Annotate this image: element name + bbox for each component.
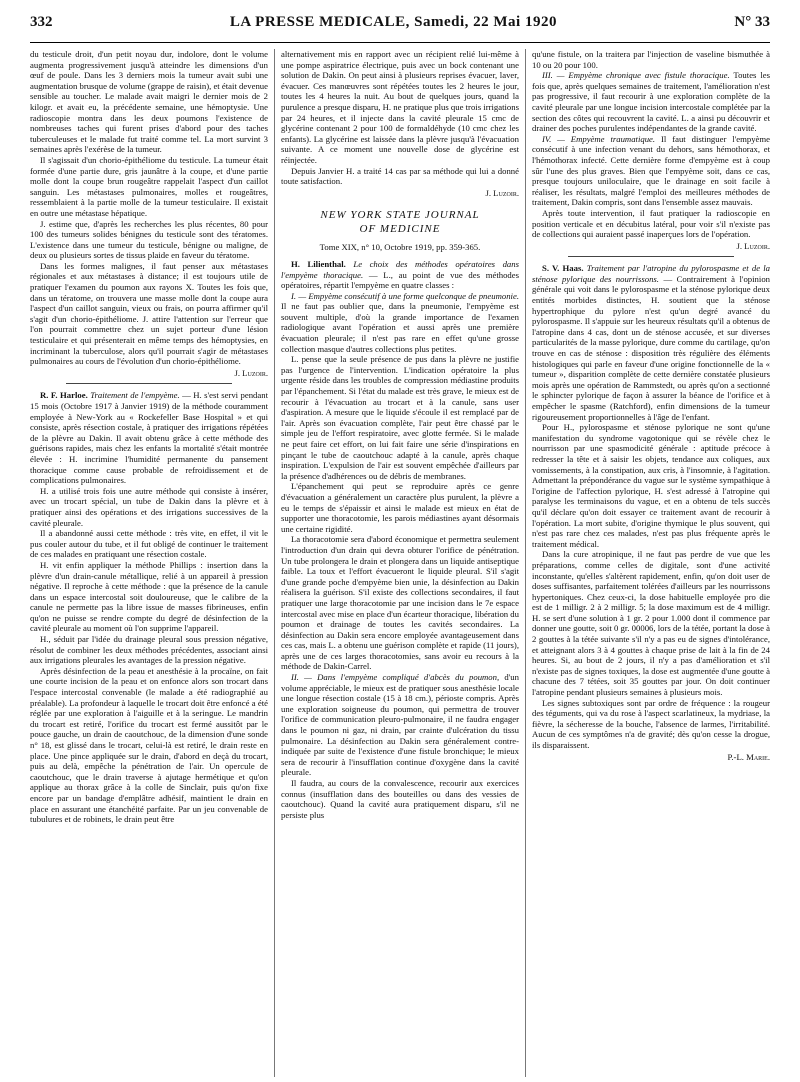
article-lilienthal [281,259,519,291]
publication-title: LA PRESSE MEDICALE, Samedi, 22 Mai 1920 [229,14,557,30]
paragraph: Les signes subtoxiques sont par ordre de fréquence : la rougeur des téguments, qui va du rose à l'aspect scarlatineux, la mydriase, la fièvre, la sécheresse de la bouche, l'absence de larmes, l'irritabilité. Aucun de ces symptômes n'a de gravité; dès qu'on cesse la drogue, ils disparaissent. [532,697,770,750]
paragraph-text: Toutes les fois que, après quelques semaines de traitement, l'amélioration n'est pas progressive, il faut recourir à une exploration complète de la cavité pleurale par une longue incision intercostale complétée par la section des côtes qui recouvrent la cavité. L. a ainsi pu découvrir et drainer des poches purulentes indépendantes de la grande cavité. [532,70,770,134]
signature: P.-L. Marie. [727,751,770,762]
journal-title-line-2: OF MEDICINE [359,223,441,236]
section-lead: III. — Empyème chronique avec fistule thoracique. [542,70,730,81]
paragraph: L. pense que la seule présence de pus dans la plèvre ne justifie pas l'urgence de l'intervention. L'indication opératoire la plus urgente réside dans les troubles de compression médiastine produits par l'épanchement. Si l'état du malade est très grave, le mieux est de recourir à l'évacuation au trocart et à la canule, sans user d'aspiration. A mesure que le liquide s'écoule il est remplacé par de l'air. Après son évacuation complète, l'air peut être chassé par le simple jeu de l'effort respiratoire, avec glotte fermée. Si le malade ne peut faire cet effort, on lui fait faire une série d'inspirations en pinçant le tube de caoutchouc adapté à la canule, après chaque inspiration. L'expulsion de l'air est souvent empêchée d'ailleurs par la présence d'adhérences ou de débris de membranes. [281,354,519,481]
column-divider [274,49,275,1077]
journal-heading [281,208,519,236]
paragraph: H. a utilisé trois fois une autre méthode qui consiste à insérer, avec un trocart spécial, un tube de Dakin dans la plèvre et à pratiquer ainsi des opérations et des irrigations successives de la cavité pleurale. [30,485,268,528]
column-1 [30,49,268,1077]
paragraph-text: Il faut distinguer l'empyème consécutif à une infection venant du dehors, sans hémothorax, et l'hémothorax infecté. Cette dernière forme d'empyème est à coup sûr l'une des plus graves. Bien que l'empyème soit, dans ce cas, presque toujours uniloculaire, que le drainage en soit facile à réaliser, les résultats, malgré l'emploi des meilleures méthodes de traitement, Dakin compris, sont dans l'ensemble assez mauvais. [532,133,770,208]
article-title: Traitement de l'empyème. [90,390,180,401]
paragraph: Dans la cure atropinique, il ne faut pas perdre de vue que les préparations, comme celles de digitale, sont d'une activité inconstante, qu'elles s'altèrent rapidement, enfin, qu'on doit user de doses suffisantes, parfaitement tolérées d'ailleurs par les nourrissons hypertoniques. Chez ceux-ci, la dose habituelle employée pro die est de 1 milligr. 2 à 2 milligr. 5; la dose maximum est de 4 milligr. H. se sert d'une solution à 1 gr. 2 pour 1.000 dont il commence par donner une goutte, soit 0 gr. 00006, lors de la tétée, portant la dose à 2 gouttes à la tétée suivante s'il n'y a pas eu de signes d'intolérance, et atteignant alors 3 à 4 gouttes à chaque prise de lait à la fin de 24 heures. Si, au bout de 2 jours, il n'y a pas d'amélioration et s'il n'existe pas de signes toxiques, la dose est augmentée d'une goutte à chacune des 7 tétées, soit 35 gouttes par jour. On doit continuer l'atropine pendant plusieurs semaines à plusieurs mois. [532,549,770,698]
paragraph: Il s'agissait d'un chorio-épithéliome du testicule. La tumeur était formée d'une partie dure, gris jaunâtre à la coupe, et d'une partie molle dont la coupe brun rougeâtre rappelait l'aspect d'un caillot sanguin. Les métastases pulmonaires, molles et rougeâtres, ressemblaient à la partie molle de la tumeur testiculaire. Il existait en outre une métastase hépatique. [30,154,268,218]
issue-number: N° 33 [734,14,770,30]
article-title: Le choix des méthodes opératoires dans l'empyème thoracique. [281,258,519,280]
paragraph: Dans les formes malignes, il faut penser aux métastases régionales et aux métastases à distance; il est toujours utile de pratiquer l'examen du poumon aux rayons X. Toutes les fois que, dans un tératome, on trouvera une masse molle dont la coupe aura l'aspect d'un caillot sanguin, vieux ou frais, on pourra affirmer qu'il s'agit d'un chorio-épithéliome. J. attire l'attention sur l'erreur que l'on pourrait commettre chez un sujet porteur d'une lésion testiculaire et qui présenterait en même temps des hémoptysies, en incriminant la tuberculose, alors qu'il pourrait s'agir de métastases pulmonaires au cours de l'évolution d'un chorio-épithéliome. [30,260,268,367]
paragraph: H., séduit par l'idée du drainage pleural sous pression négative, résolut de combiner les deux méthodes précédentes, associant ainsi aux irrigations pleurales les avantages de la pression négative. [30,634,268,666]
column-2 [281,49,519,1077]
article-columns [30,49,770,1077]
paragraph: L'épanchement qui peut se reproduire après ce genre d'évacuation a généralement un caractère plus purulent, la plèvre a eu le temps de s'épaissir et ainsi le malade est mieux en état de supporter une thoracotomie, les parois médiastines ayant désormais une certaine rigidité. [281,481,519,534]
paragraph: La thoracotomie sera d'abord économique et permettra seulement l'introduction d'un drain qui devra obturer l'orifice de pénétration. Un tube prolongera le drain et plongera dans un liquide antiseptique faible. La toux et l'effort évacueront le liquide pleural. S'il s'agit d'une grande poche d'empyème bien unie, la désinfection au Dakin réalisera la guérison. S'il existe des collections secondaires, il faut pratiquer une large thoracotomie par une incision dans le 7e espace intercostal avec mise en place d'un écarteur thoracique, libération du poumon et drainage de toutes les cavités secondaires. La désinfection au Dakin sera encore employée avantageusement dans ces cas, mais L. a obtenu une guérison complète et rapide (11 jours), après une de ces larges thoracotomies, sans avoir eu recours à la méthode de Dakin-Carrel. [281,534,519,672]
header-rule [30,42,770,43]
paragraph: J. estime que, d'après les recherches les plus récentes, 80 pour 100 des tumeurs solides bénignes du testicule sont des tératomes. L'existence dans une tumeur du testicule, bénigne ou maligne, de deux ou plusieurs sortes de tissus plaide en faveur du tératome. [30,218,268,261]
paragraph [281,291,519,355]
paragraph: Après désinfection de la peau et anesthésie à la procaïne, on fait une courte incision de la peau et on enfonce alors son trocart dans l'espace intercostal convenable (le malade a été radiographié au préalable). La profondeur à laquelle le trocart doit être enfoncé a été réglée par une exploration à l'aiguille et à la seringue. Le mandrin du trocart est retiré, l'orifice du trocart est fermé aussitôt par le pouce gauche, un drain de caoutchouc, de la dimension d'une sonde n° 18, est glissé dans le trocart, celui-là est retiré, le drain reste en place. Une pince appliquée sur le drain, d'abord en deçà du trocart, puis au delà, empêche la pénétration de l'air. Un opercule de caoutchouc, que le drain traverse à ajutage hermétique et qu'on applique au thorax grâce à la colle de Sinclair, puis qu'on fixe encore par un bandage d'emplâtre adhésif, maintient le drain en place en assurant une étanchéité parfaite. Par un jeu convenable de tubulures et de robinets, le drain peut être [30,665,268,825]
journal-title-line-1: NEW YORK STATE JOURNAL [320,209,480,222]
divider [66,383,233,384]
section-lead: IV. — Empyème traumatique. [542,133,656,144]
journal-reference: Tome XIX, n° 10, Octobre 1919, pp. 359-365. [319,242,481,253]
column-3 [532,49,770,1077]
page-header [30,14,770,38]
author-name: R. F. Harloe. [40,390,88,401]
paragraph: Il faudra, au cours de la convalescence, recourir aux exercices connus (insufflation dans des bouteilles ou dans des vessies de caoutchouc). Quand la cavité aura pratiquement disparu, s'il ne persiste plus [281,778,519,820]
signature: J. Luzoir. [234,367,268,378]
paragraph-text: — L., au point de vue des méthodes opératoires, répartit l'empyème en quatre classes : [281,269,519,291]
article-title: Traitement par l'atropine du pylorospasme et de la sténose pylorique des nourrissons. [532,263,770,284]
paragraph: Il a abandonné aussi cette méthode : très vite, en effet, il vit le pus couler autour du tube, et il fut obligé de continuer le traitement de ces malades en pratiquant une résection costale. [30,528,268,560]
paragraph: H. vit enfin appliquer la méthode Phillips : insertion dans la plèvre d'un drain-canule métallique, relié à un appareil à pression négative. Il reproche à cette méthode : que la présence de la canule dans un espace intercostal soit douloureuse, que le calibre de la canule ne permette pas la libre issue de masses fibrineuses, enfin qu'on ne puisse se rendre compte du degré de désinfection de la cavité pleurale au moment où l'on supprime l'appareil. [30,559,268,634]
paragraph: qu'une fistule, on la traitera par l'injection de vaseline bismuthée à 10 ou 20 pour 100. [532,49,770,70]
paragraph: Depuis Janvier H. a traité 14 cas par sa méthode qui lui a donné toute satisfaction. [281,165,519,187]
paragraph: alternativement mis en rapport avec un récipient relié lui-même à une pompe aspiratrice électrique, puis avec un bock contenant une solution de Dakin. On peut ainsi à plusieurs reprises évacuer, laver, évacuer. Ces manœuvres sont répétées toutes les 2 heures le jour, toutes les 4 heures la nuit. Au bout de quelques jours, quand la purulence a presque disparu, H. ne pratique plus que trois irrigations par 24 heures, et il injecte dans la cavité pleurale 15 cmc de glycérine contenant 2 pour 100 de formaldéhyde (10 cmc chez les enfants). La glycérine est laissée dans la plèvre jusqu'à l'évacuation suivante. A ce moment une nouvelle dose de glycérine est réinjectée. [281,49,519,165]
divider [568,256,735,257]
paragraph [532,70,770,134]
paragraph: Après toute intervention, il faut pratiquer la radioscopie en position verticale et en décubitus latéral, pour voir s'il n'existe pas de collections qui auraient passé inaperçues lors de l'opération. [532,207,770,240]
signature: J. Luzoir. [485,187,519,198]
article-haas [532,263,770,422]
paragraph-text: d'un volume appréciable, le mieux est de pratiquer sous anesthésie locale une longue résection costale (15 à 18 cm.), périoste compris. Après une exploration soigneuse du poumon, qui permettra de trouver l'orifice de communication pleuro-pulmonaire, il ne faudra engager dans le poumon ni gaz, ni drain, par crainte d'ulcération du tissu pulmonaire. La désinfection au Dakin sera généralement contre-indiquée par suite de l'existence d'une fistule bronchique; le mieux sera de recourir à l'insufflation continue d'oxygène dans la cavité pleurale. [281,672,519,778]
author-name: H. Lilienthal. [291,258,346,269]
author-name: S. V. Haas. [542,263,584,274]
paragraph [281,672,519,778]
article-harloe [30,390,268,485]
signature: J. Luzoir. [736,240,770,251]
page-number: 332 [30,14,53,30]
section-lead: I. — Empyème consécutif à une forme quelconque de pneumonie. [291,290,519,301]
section-lead: II. — Dans l'empyème compliqué d'abcès du poumon, [291,672,500,683]
paragraph-text: — Contrairement à l'opinion générale qui voit dans le pylorospasme et la sténose pylorique deux entités morbides distinctes, H. soutient que la sténose hypertrophique du pylore n'est qu'un degré avancé du pylorospasme. Il s'appuie sur les heureux résultats qu'il a obtenus de l'atropine dans 4 cas, dont un de sténose accusée, et sur diverses particularités de la masse pylorique, dure comme du cartilage, qu'on trouve en cas de sténose : disposition très régulière des éléments histologiques qui parle en faveur d'une origine fonctionnelle de la « tumeur », disparition complète de cette dernière constatée plusieurs mois après une opération de Rammstedt, ou après qu'on a sectionné le sphincter pylorique de façon à assurer la béance de l'orifice et à empêcher le spasme (Ratchford), enfin dimensions de la tumeur rigoureusement proportionnelles à l'âge de l'enfant. [532,273,770,422]
paragraph-text: Il ne faut pas oublier que, dans la pneumonie, l'empyème est souvent multiple, d'où la grande importance de l'examen radiologique avant l'opération et aussi après une première évacuation pleurale; il n'est pas rare en effet qu'une grosse collection masque d'autres collections plus petites. [281,301,519,354]
paragraph: Pour H., pylorospasme et sténose pylorique ne sont qu'une manifestation du syndrome vagotonique qui se révèle chez le nourrisson par une spasmodicité générale : aptitude précoce à redresser la tête et à saisir les objets, tendance aux coliques, aux vomissements, à la constipation, aux cris, à l'insomnie, à l'agitation. Admettant la prépondérance du vague sur le système sympathique à l'origine de l'affection pylorique, H. s'est adressé à l'atropine qui paralyse les terminaisons du vague, et en a obtenu de tels succès qu'il déclare qu'on doit essayer ce traitement avant de recourir à l'opération. La mort subite, d'origine thymique le plus souvent, qui n'est pas rare chez ces malades, n'est pas plus fréquente après le traitement médical. [532,422,770,549]
paragraph-text: — H. s'est servi pendant 15 mois (Octobre 1917 à Janvier 1919) de la méthode couramment employée à New-York au « Rockefeller Base Hospital » et qui consiste, après résection costale, à pratiquer des irrigations répétées de la plèvre au Dakin. Il avait obtenu grâce à cette méthode des guérisons rapides, mais chez les enfants la mortalité s'était montrée élevée : H. incrimine l'humidité permanente du pansement thoracique comme cause probable de refroidissement et de complications pulmonaires. [30,390,268,486]
column-divider [525,49,526,1077]
paragraph: du testicule droit, d'un petit noyau dur, indolore, dont le volume augmenta progressivement jusqu'à atteindre les dimensions d'un œuf de poule. Dans les 3 derniers mois la tumeur avait subi une augmentation brusque de volume (grappe de raisin), et était devenue sensible au toucher. Le malade avait maigri le dernier mois de 2 kilogr. et avait eu, la précédente semaine, une hémoptysie. Une radioscopie montra dans les deux poumons l'existence de nombreuses taches qui furent prises d'abord pour des taches tuberculeuses et le malade fut traité comme tel. La mort survint 3 semaines après l'exérèse de la tumeur. [30,49,268,155]
paragraph [532,134,770,208]
